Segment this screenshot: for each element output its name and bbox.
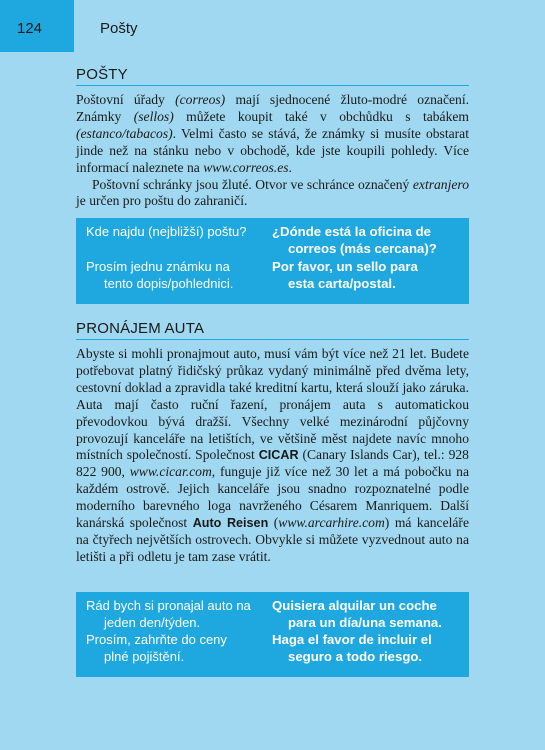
phrase-czech: Prosím, zahrňte do ceny plné pojištění. (86, 632, 227, 664)
posts-body (76, 92, 469, 210)
link-cicar: www.cicar.com (129, 464, 212, 480)
phrase-czech: Rád bych si pronajal auto na jeden den/týden. (86, 598, 251, 630)
phrase-box-posts (76, 218, 469, 304)
page-number: 124 (17, 20, 43, 37)
running-title: Pošty (100, 20, 138, 37)
car-rental-paragraph: Abyste si mohli pronajmout auto, musí vám být více než 21 let. Budete potřebovat platný řidičský průkaz vydaný minimálně před dvěma lety, cestovní doklad a zpravidla také kreditní kartu, která slouží jako záruka. Auta mají často ruční řazení, pronájem auta s automatickou převodovkou bývá dražší. Všechny velké mezinárodní půjčovny provozují kanceláře na letištích, ve většině měst najdete navíc mnoho místních společností. Společnost CICAR (Canary Islands Car), tel.: 928 822 900, www.cicar.com, funguje již více než 30 let a má pobočku na každém ostrově. Jejich kanceláře jsou snadno rozpoznatelné podle moderního barevného loga navrženého Césarem Manriquem. Další kanárská společnost Auto Reisen (www.arcarhire.com) má kanceláře na čtyřech největších ostrovech. Obvykle si můžete vyzvednout auto na letišti a při odletu je tam zase vrátit. (76, 346, 470, 564)
link-correos: www.correos.es (203, 159, 289, 175)
phrase-spanish: Quisiera alquilar un coche para un día/una semana. (272, 598, 442, 630)
company-cicar: CICAR (258, 448, 299, 463)
posts-paragraph-1: Poštovní úřady (correos) mají sjednocené žluto-modré označení. Známky (sellos) můžete koupit také v obchůdku s tabákem (estanco/tabacos). Velmi často se stává, že známky si musíte obstarat jinde než na stánku nebo v obchodě, kde jste koupili pohledy. Více informací naleznete na www.correos.es. (76, 92, 470, 175)
section-heading-posts: POŠTY (76, 66, 469, 86)
phrase-czech: Kde najdu (nejbližší) poštu? (86, 224, 247, 239)
phrase-spanish: Por favor, un sello para esta carta/postal. (272, 259, 418, 291)
posts-paragraph-2: Poštovní schránky jsou žluté. Otvor ve schránce označený extranjero je určen pro poštu do zahraničí. (76, 176, 469, 209)
phrase-czech: Prosím jednu známku na tento dopis/pohlednici. (86, 259, 234, 291)
company-auto-reisen: Auto Reisen (192, 516, 269, 531)
car-rental-body (76, 346, 469, 566)
link-arcarhire: www.arcarhire.com (278, 515, 385, 531)
section-heading-car-rental: PRONÁJEM AUTA (76, 320, 469, 340)
phrase-spanish: ¿Dónde está la oficina de correos (más cercana)? (272, 224, 437, 256)
phrase-box-car-rental (76, 592, 469, 677)
phrase-spanish: Haga el favor de incluir el seguro a todo riesgo. (272, 632, 432, 664)
